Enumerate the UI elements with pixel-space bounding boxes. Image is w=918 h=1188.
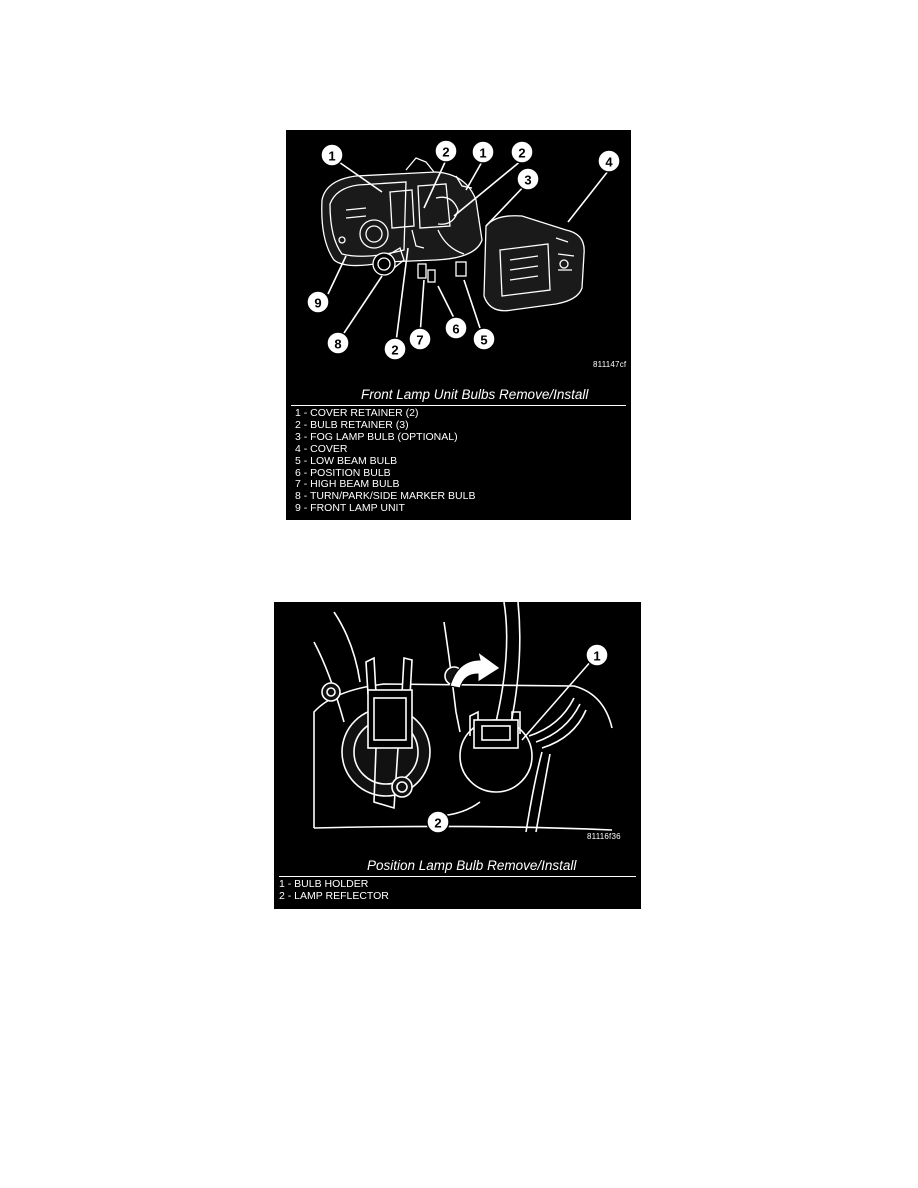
svg-text:3: 3: [524, 172, 532, 188]
front-lamp-unit-illustration: [286, 130, 631, 380]
figure2-caption-divider: [279, 876, 636, 877]
figure1-image-code: 811147cf: [593, 360, 627, 369]
svg-text:1: 1: [593, 648, 601, 664]
legend-item: 8 - TURN/PARK/SIDE MARKER BULB: [295, 490, 476, 503]
callout-7-high-beam-bulb: [409, 328, 431, 350]
svg-text:2: 2: [518, 145, 526, 161]
callout-4-cover: [598, 150, 620, 172]
svg-text:4: 4: [605, 154, 613, 170]
front-lamp-housing-drawing: [322, 158, 482, 282]
legend-item: 2 - LAMP REFLECTOR: [279, 889, 389, 902]
figure2-caption: Position Lamp Bulb Remove/Install: [367, 858, 577, 873]
callout-1-cover-retainer: [472, 141, 494, 163]
svg-text:1: 1: [328, 148, 336, 164]
figure1-caption-divider: [291, 405, 626, 406]
callout-1-bulb-holder: [586, 644, 608, 666]
position-lamp-illustration: [274, 602, 641, 842]
callout-1-cover-retainer: [321, 144, 343, 166]
callout-9-front-lamp-unit: [307, 291, 329, 313]
legend-item: 5 - LOW BEAM BULB: [295, 454, 398, 467]
legend-item: 9 - FRONT LAMP UNIT: [295, 502, 405, 515]
lamp-cover-drawing: [484, 216, 584, 311]
callout-8-turn-park-side-marker-bulb: [327, 332, 349, 354]
reflector-drawing: [314, 602, 612, 832]
svg-text:6: 6: [452, 321, 460, 337]
svg-text:7: 7: [416, 332, 424, 348]
legend-item: 6 - POSITION BULB: [295, 466, 391, 479]
legend-item: 2 - BULB RETAINER (3): [295, 418, 409, 431]
callout-2-bulb-retainer: [384, 338, 406, 360]
callout-2-lamp-reflector: [427, 811, 449, 833]
rotate-arrow-icon: [450, 652, 500, 688]
svg-text:2: 2: [434, 815, 442, 831]
legend-item: 1 - BULB HOLDER: [279, 878, 369, 890]
svg-text:2: 2: [391, 342, 399, 358]
callout-6-position-bulb: [445, 317, 467, 339]
legend-item: 1 - COVER RETAINER (2): [295, 407, 419, 419]
callout-2-bulb-retainer: [511, 141, 533, 163]
callout-5-low-beam-bulb: [473, 328, 495, 350]
svg-text:9: 9: [314, 295, 322, 311]
figure-position-lamp-bulb: [274, 602, 641, 909]
figure-front-lamp-unit: [286, 130, 631, 520]
figure2-leader-line: [522, 660, 592, 740]
figure1-caption: Front Lamp Unit Bulbs Remove/Install: [361, 387, 589, 402]
svg-text:8: 8: [334, 336, 342, 352]
svg-text:5: 5: [480, 332, 488, 348]
svg-text:1: 1: [479, 145, 487, 161]
legend-item: 4 - COVER: [295, 442, 348, 455]
callout-3-fog-lamp-bulb: [517, 168, 539, 190]
legend-item: 7 - HIGH BEAM BULB: [295, 478, 400, 491]
callout-2-bulb-retainer: [435, 140, 457, 162]
svg-text:2: 2: [442, 144, 450, 160]
figure1-legend: [295, 408, 475, 515]
figure2-image-code: 81116f36: [587, 832, 621, 841]
legend-item: 3 - FOG LAMP BULB (OPTIONAL): [295, 430, 458, 443]
figure2-legend: [279, 879, 389, 903]
